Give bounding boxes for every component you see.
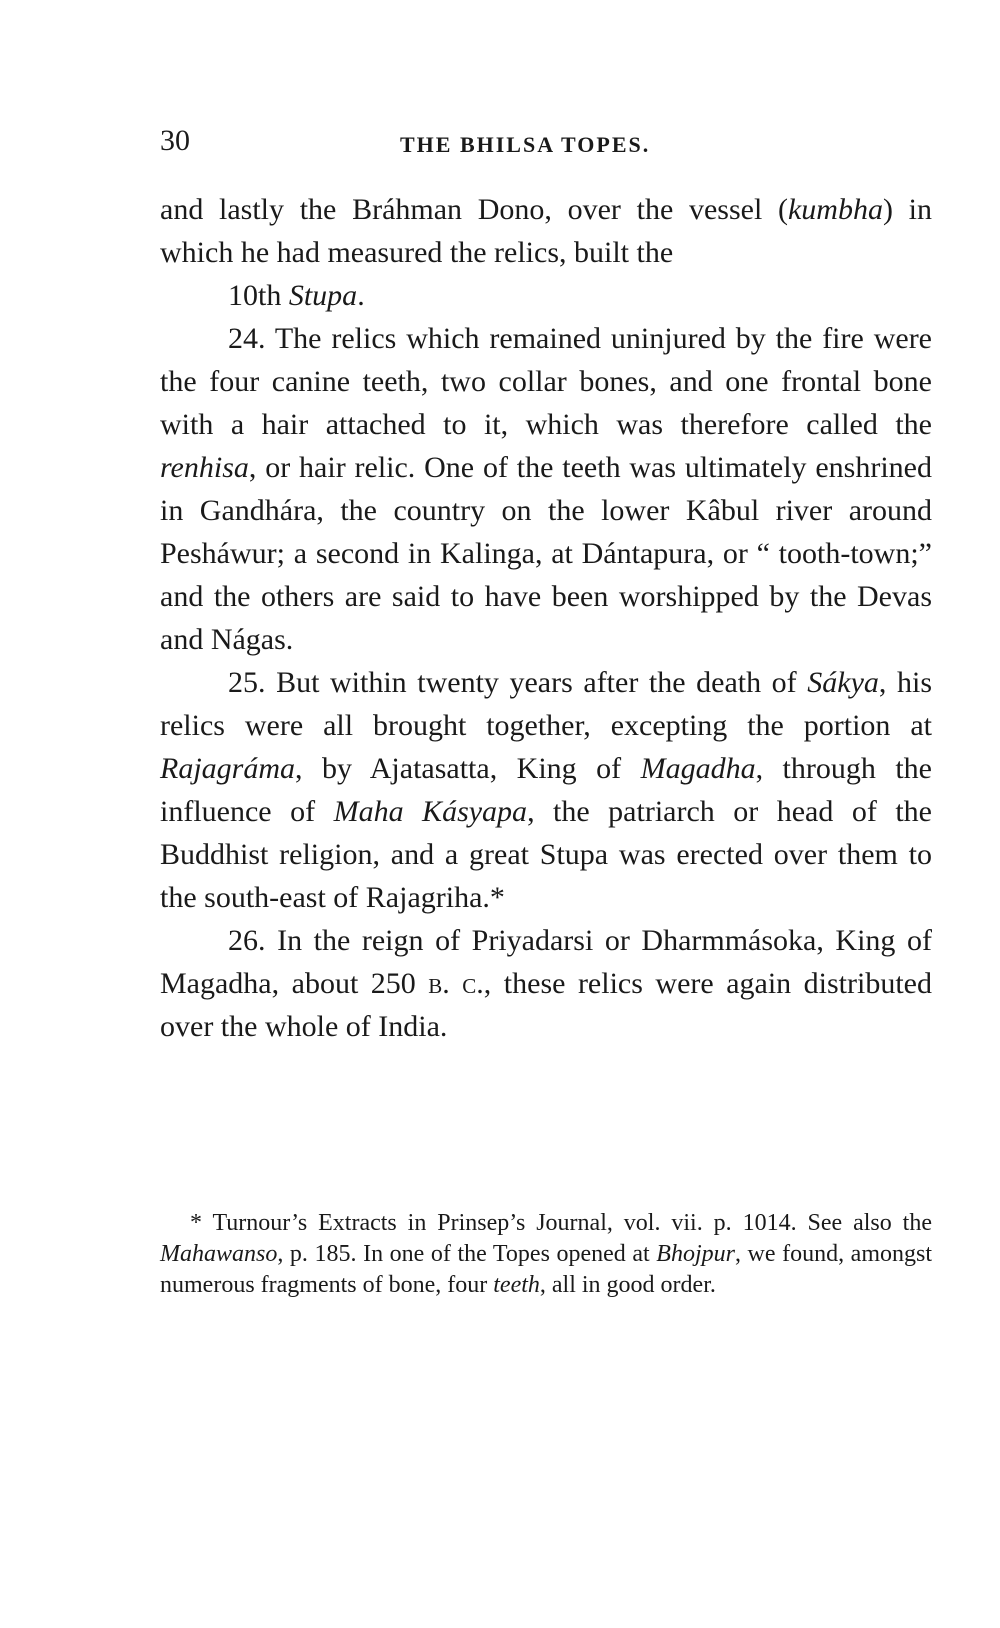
paragraph-relics-vessel — [160, 188, 932, 274]
text-span: . — [357, 279, 365, 312]
text-span: 10th — [228, 279, 289, 312]
paragraph-24 — [160, 317, 932, 661]
text-span: , the patriarch or head of the Buddhist religion, and a great Stupa was erected over them to the south-east of Rajagriha.* — [160, 795, 932, 914]
text-span: , all in good order. — [539, 1272, 716, 1298]
text-span: 26. In the reign of Priyadarsi or Dharmmásoka, King of Magadha, about 250 — [160, 924, 932, 1000]
italic-term: Bhojpur — [656, 1241, 735, 1267]
small-caps-term: b. c. — [428, 967, 484, 1000]
text-span: , through the influence of — [160, 752, 932, 828]
italic-term: Mahawanso — [160, 1241, 278, 1267]
italic-term: renhisa — [160, 451, 249, 484]
text-span: , his relics were all brought together, excepting the portion at — [160, 666, 932, 742]
text-span: , p. 185. In one of the Topes opened at — [277, 1241, 657, 1267]
running-title: THE BHILSA TOPES. — [400, 132, 651, 157]
paragraph-tenth-stupa — [160, 274, 932, 317]
italic-term: teeth — [493, 1272, 540, 1298]
text-span: * Turnour’s Extracts in Prinsep’s Journal, vol. vii. p. 1014. See also the — [190, 1210, 932, 1236]
text-span: and lastly the Bráhman Dono, over the vessel ( — [160, 193, 788, 226]
page-number: 30 — [160, 124, 190, 157]
footnote-text — [160, 1208, 932, 1301]
italic-term: Rajagráma — [160, 752, 295, 785]
paragraph-26 — [160, 919, 932, 1048]
text-span: , we found, amongst numerous fragments of bone, four — [160, 1241, 932, 1298]
text-span: , these relics were again distributed over the whole of India. — [160, 967, 932, 1043]
running-head — [160, 124, 920, 164]
text-span: , by Ajatasatta, King of — [295, 752, 641, 785]
italic-term: Magadha — [640, 752, 756, 785]
footnote — [160, 1208, 932, 1301]
paragraph-25 — [160, 661, 932, 919]
text-span: 24. The relics which remained uninjured by the fire were the four canine teeth, two collar bones, and one frontal bone with a hair attached to it, which was therefore called the — [160, 322, 932, 441]
text-span: , or hair relic. One of the teeth was ultimately enshrined in Gandhára, the country on the lower Kâbul river around Pesháwur; a second in Kalinga, at Dántapura, or “ tooth-town;” and the others are said to have been worshipped by the Devas and Nágas. — [160, 451, 932, 656]
italic-term: Sákya — [807, 666, 879, 699]
body-text — [160, 188, 932, 1048]
italic-term: kumbha — [787, 193, 883, 226]
italic-term: Maha Kásyapa — [333, 795, 528, 828]
text-span: ) in which he had measured the relics, built the — [160, 193, 932, 269]
text-span: 25. But within twenty years after the death of — [228, 666, 808, 699]
italic-term: Stupa — [288, 279, 358, 312]
